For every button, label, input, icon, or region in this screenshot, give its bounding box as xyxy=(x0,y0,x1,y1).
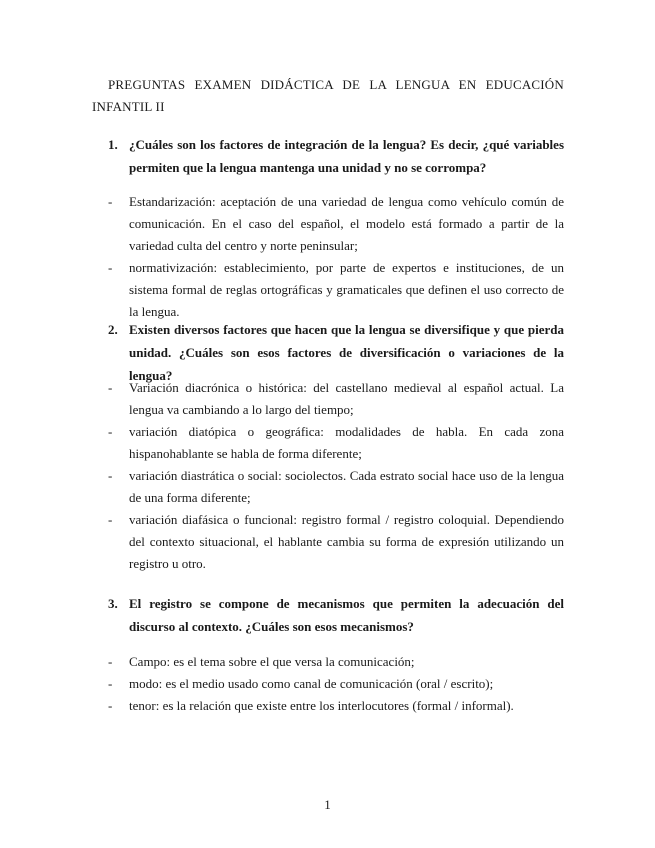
list-item xyxy=(108,695,564,717)
list-item-text: modo: es el medio usado como canal de comunicación (oral / escrito); xyxy=(129,676,494,691)
list-item-text: variación diafásica o funcional: registro formal / registro coloquial. Dependiendo del contexto situacional, el hablante cambia su forma de expresión utilizando un registro u otro. xyxy=(129,512,564,571)
list-item xyxy=(108,257,564,323)
list-item xyxy=(108,377,564,421)
list-item xyxy=(108,465,564,509)
question-3 xyxy=(108,592,564,638)
list-bullet: - xyxy=(108,512,113,527)
question-1 xyxy=(108,133,564,179)
list-item-text: Estandarización: aceptación de una variedad de lengua como vehículo común de comunicación. En el caso del español, el modelo está formado a partir de la variedad culta del centro y norte peninsular; xyxy=(129,194,564,253)
list-bullet: - xyxy=(108,468,113,483)
list-bullet: - xyxy=(108,654,113,669)
list-bullet: - xyxy=(108,676,113,691)
list-item-text: variación diatópica o geográfica: modalidades de habla. En cada zona hispanohablante se habla de forma diferente; xyxy=(129,424,564,461)
page-number: 1 xyxy=(324,797,331,812)
list-item xyxy=(108,651,564,673)
list-bullet: - xyxy=(108,380,113,395)
question-text: Existen diversos factores que hacen que la lengua se diversifique y que pierda unidad. ¿Cuáles son esos factores de diversificación o variaciones de la lengua? xyxy=(129,322,564,383)
list-item xyxy=(108,421,564,465)
list-item xyxy=(108,673,564,695)
question-number: 1. xyxy=(108,137,118,152)
answer-list-2 xyxy=(108,377,564,575)
question-text: ¿Cuáles son los factores de integración de la lengua? Es decir, ¿qué variables permiten que la lengua mantenga una unidad y no se corrompa? xyxy=(129,137,564,175)
answer-list-3 xyxy=(108,651,564,717)
list-item-text: variación diastrática o social: sociolectos. Cada estrato social hace uso de la lengua de una forma diferente; xyxy=(129,468,564,505)
answer-list-1 xyxy=(108,191,564,323)
list-item-text: normativización: establecimiento, por parte de expertos e instituciones, de un sistema formal de reglas ortográficas y gramaticales que definen el uso correcto de la lengua. xyxy=(129,260,564,319)
list-item-text: Campo: es el tema sobre el que versa la comunicación; xyxy=(129,654,415,669)
list-bullet: - xyxy=(108,194,113,209)
list-bullet: - xyxy=(108,698,113,713)
list-item-text: tenor: es la relación que existe entre los interlocutores (formal / informal). xyxy=(129,698,514,713)
question-text: El registro se compone de mecanismos que permiten la adecuación del discurso al contexto. ¿Cuáles son esos mecanismos? xyxy=(129,596,564,634)
document-title: PREGUNTAS EXAMEN DIDÁCTICA DE LA LENGUA EN EDUCACIÓN INFANTIL II xyxy=(92,77,564,114)
list-item-text: Variación diacrónica o histórica: del castellano medieval al español actual. La lengua va cambiando a lo largo del tiempo; xyxy=(129,380,564,417)
list-bullet: - xyxy=(108,260,113,275)
list-bullet: - xyxy=(108,424,113,439)
list-item xyxy=(108,509,564,575)
question-number: 2. xyxy=(108,322,118,337)
question-number: 3. xyxy=(108,596,118,611)
list-item xyxy=(108,191,564,257)
